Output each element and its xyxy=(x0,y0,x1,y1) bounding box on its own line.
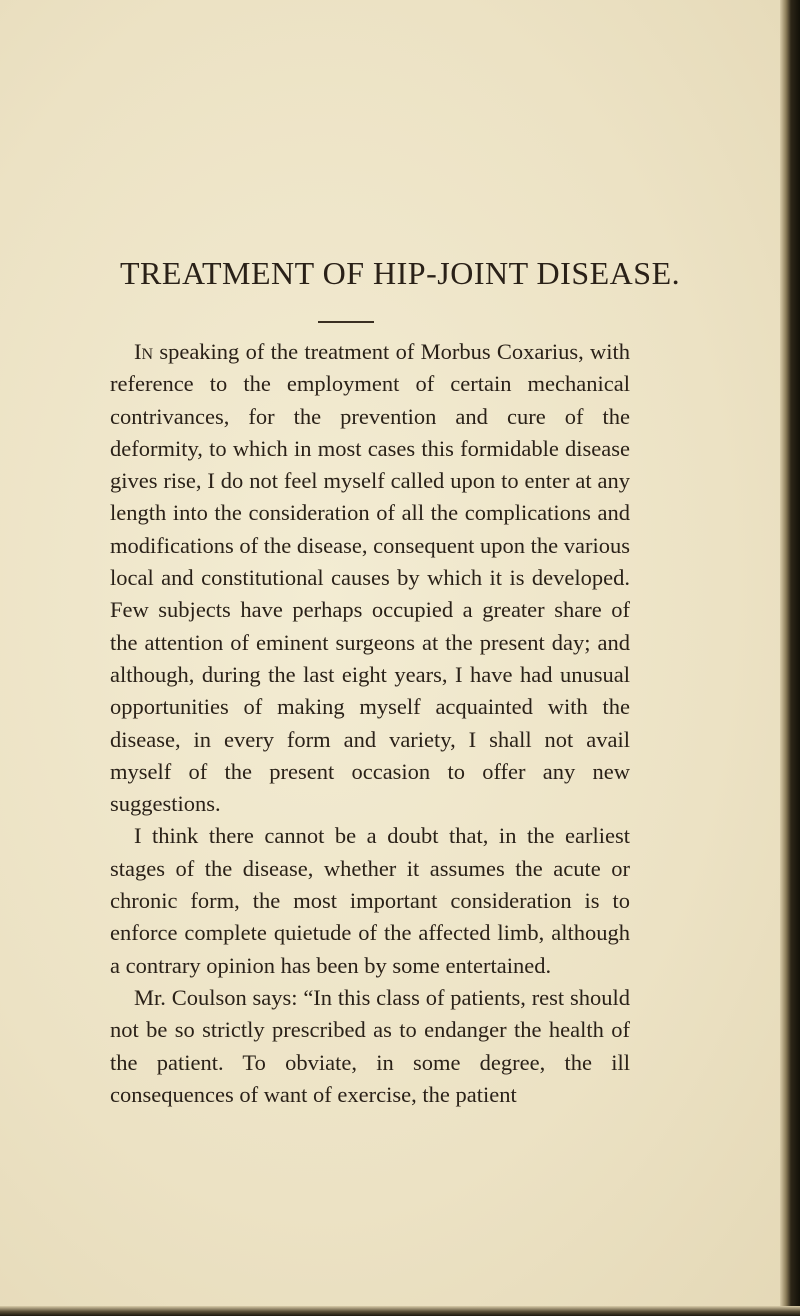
page-edge-right xyxy=(780,0,800,1316)
paragraph-1-text: speaking of the treatment of Morbus Coxarius, with reference to the employment of certain mechanical contrivances, for the prevention and cure of the deformity, to which in most cases this formidable disease gives rise, I do not feel myself called upon to enter at any length into the consideration of all the complications and modifications of the disease, consequent upon the various local and constitutional causes by which it is developed. Few subjects have perhaps occupied a greater share of the attention of eminent surgeons at the present day; and although, during the last eight years, I have had unusual opportunities of making myself acquainted with the disease, in every form and variety, I shall not avail myself of the present occasion to offer any new suggestions. xyxy=(110,339,630,817)
paragraph-3: Mr. Coulson says: “In this class of patients, rest should not be so strictly prescribed as to endanger the health of the patient. To obviate, in some degree, the ill consequences of want of exercise, the patient xyxy=(110,984,630,1107)
paragraph-2: I think there cannot be a doubt that, in the earliest stages of the disease, whether it assumes the acute or chronic form, the most important consideration is to enforce complete quietude of the affected limb, although a contrary opinion has been by some entertained. xyxy=(110,823,630,978)
chapter-title: TREATMENT OF HIP-JOINT DISEASE. xyxy=(120,255,681,291)
body-text xyxy=(110,336,630,1111)
paragraph-1-lead: In xyxy=(134,339,154,364)
page-edge-bottom xyxy=(0,1306,800,1316)
paragraph-1 xyxy=(110,336,630,820)
title-divider xyxy=(318,321,374,323)
